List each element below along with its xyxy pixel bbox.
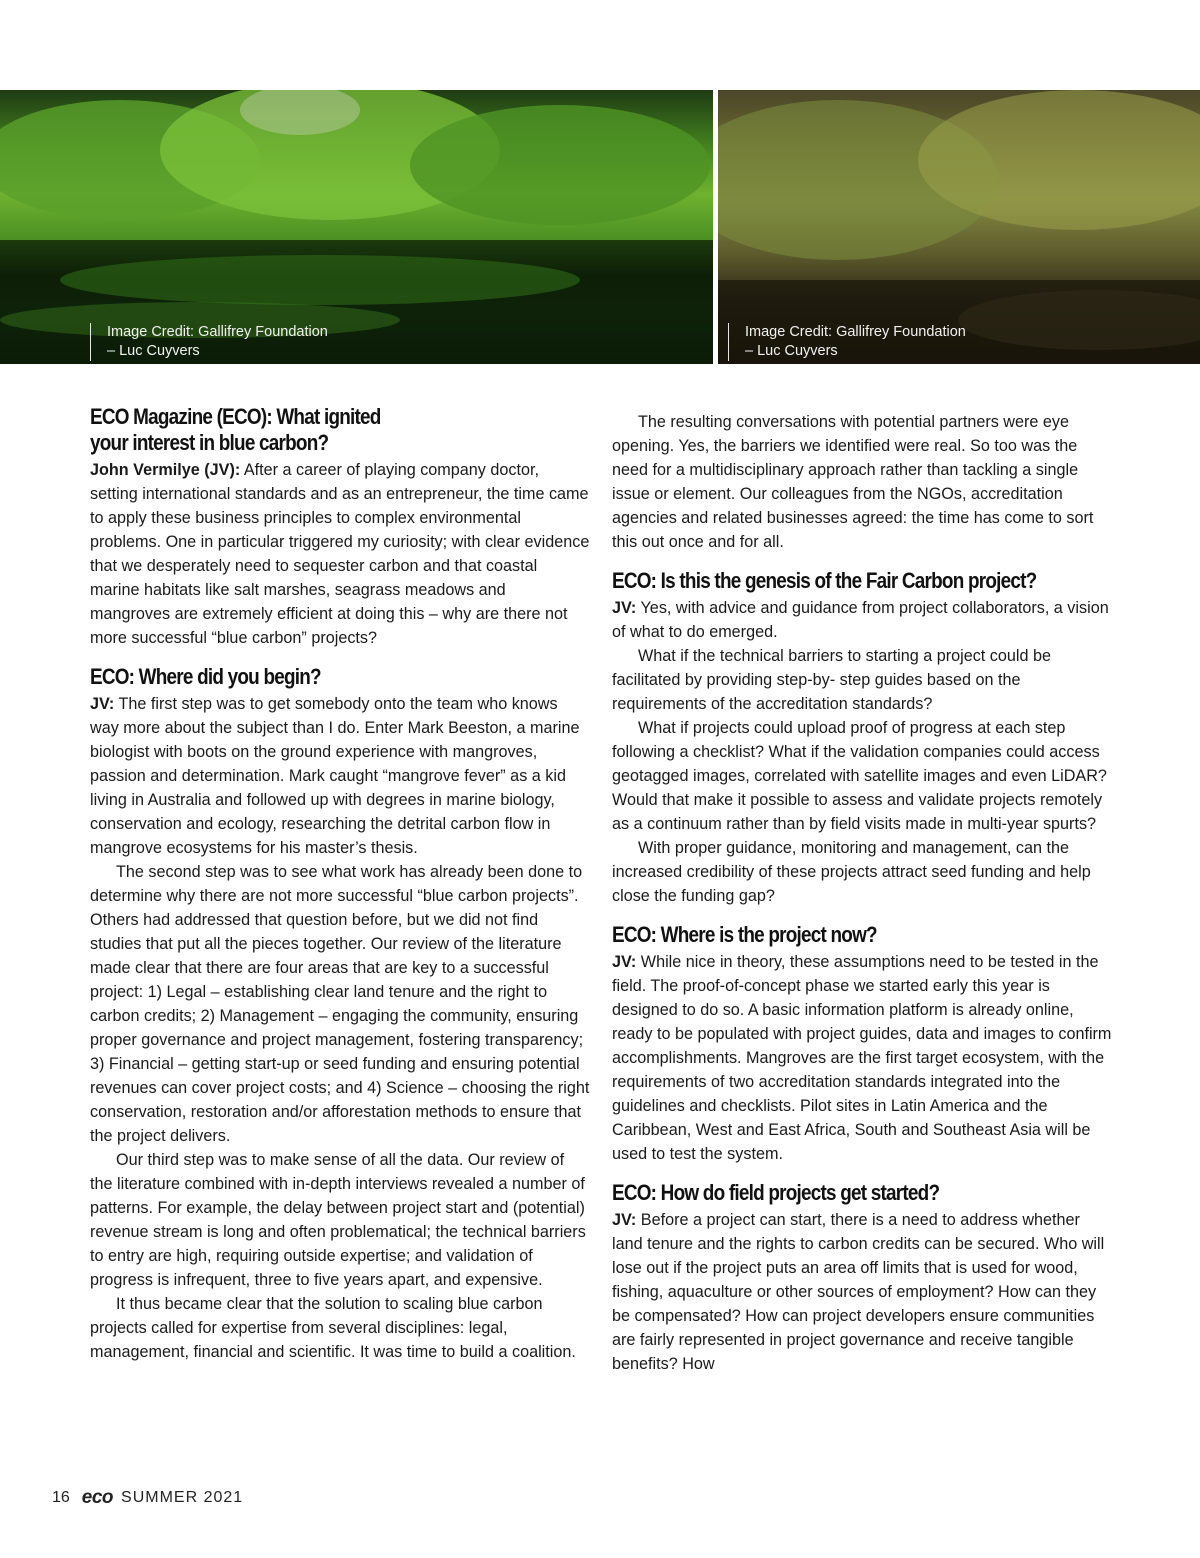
speaker-label: John Vermilye (JV):: [90, 461, 241, 479]
body-paragraph: With proper guidance, monitoring and management, can the increased credibility of these projects attract seed funding and help close the funding gap?: [612, 839, 1091, 905]
credit-line: – Luc Cuyvers: [107, 343, 200, 359]
speaker-label: JV:: [612, 599, 637, 617]
question-heading: ECO: Where did you begin?: [90, 664, 321, 689]
credit-line: Image Credit: Gallifrey Foundation: [745, 324, 966, 340]
question-heading: ECO: Is this the genesis of the Fair Carbon project?: [612, 568, 1037, 593]
question-block: [90, 404, 590, 456]
question-block: [612, 568, 1112, 594]
image-credit-right: [728, 323, 966, 361]
body-paragraph: What if the technical barriers to starting a project could be facilitated by providing step-by- step guides based on the requirements of the accreditation standards?: [612, 647, 1051, 713]
question-heading: ECO: Where is the project now?: [612, 922, 877, 947]
question-block: [90, 664, 590, 690]
page-footer: [52, 1488, 243, 1508]
speaker-label: JV:: [612, 1211, 637, 1229]
body-paragraph: What if projects could upload proof of progress at each step following a checklist? What if the validation companies could access geotagged images, correlated with satellite images and even LiDAR? Would that make it possible to assess and validate projects remotely as a continuum rather than by field visits made in multi-year spurts?: [612, 719, 1107, 833]
answer-paragraph: JV: While nice in theory, these assumptions need to be tested in the field. The proof-of-concept phase we started early this year is designed to do so. A basic information platform is already online, ready to be populated with project guides, data and images to confirm accomplishments. Mangroves are the first target ecosystem, with the requirements of two accreditation standards integrated into the guidelines and checklists. Pilot sites in Latin America and the Caribbean, West and East Africa, South and Southeast Asia will be used to test the system.: [612, 953, 1112, 1163]
question-block: [612, 1180, 1112, 1206]
eco-logo: eco: [81, 1487, 114, 1508]
question-heading: ECO Magazine (ECO): What ignited your interest in blue carbon?: [90, 404, 381, 455]
answer-paragraph: JV: Before a project can start, there is a need to address whether land tenure and the rights to carbon credits can be secured. Who will lose out if the project puts an area off limits that is used for wood, fishing, aquaculture or other sources of employment? How can they be compensated? How can project developers ensure communities are fairly represented in project governance and receive tangible benefits? How: [612, 1211, 1105, 1373]
credit-line: Image Credit: Gallifrey Foundation: [107, 324, 328, 340]
question-heading: ECO: How do field projects get started?: [612, 1180, 940, 1205]
image-credit-left: [90, 323, 328, 361]
credit-line: – Luc Cuyvers: [745, 343, 838, 359]
answer-paragraph: John Vermilye (JV): After a career of playing company doctor, setting international standards and as an entrepreneur, the time came to apply these business principles to complex environmental problems. One in particular triggered my curiosity; with clear evidence that we desperately need to sequester carbon and that coastal marine habitats like salt marshes, seagrass meadows and mangroves are extremely efficient at doing this – why are there not more successful “blue carbon” projects?: [90, 461, 590, 647]
page-number: 16: [52, 1489, 70, 1506]
speaker-label: JV:: [612, 953, 637, 971]
body-paragraph: The resulting conversations with potential partners were eye opening. Yes, the barriers we identified were real. So too was the need for a multidisciplinary approach rather than tackling a single issue or element. Our colleagues from the NGOs, accreditation agencies and related businesses agreed: the time has come to sort this out once and for all.: [612, 413, 1094, 551]
left-column: [90, 404, 590, 1364]
right-column: [612, 404, 1112, 1376]
body-paragraph: It thus became clear that the solution to scaling blue carbon projects called for expertise from several disciplines: legal, management, financial and scientific. It was time to build a coalition.: [90, 1295, 576, 1361]
issue-label: SUMMER 2021: [121, 1489, 244, 1506]
mangrove-photo-right: [718, 90, 1200, 364]
speaker-label: JV:: [90, 695, 115, 713]
answer-paragraph: JV: Yes, with advice and guidance from project collaborators, a vision of what to do emerged.: [612, 599, 1109, 641]
body-paragraph: The second step was to see what work has already been done to determine why there are not more successful “blue carbon projects”. Others had addressed that question before, but we did not find studies that put all the pieces together. Our review of the literature made clear that there are four areas that are key to a successful project: 1) Legal – establishing clear land tenure and the right to carbon credits; 2) Management – engaging the community, ensuring proper governance and project management, fostering transparency; 3) Financial – getting start-up or seed funding and ensuring potential revenues can cover project costs; and 4) Science – choosing the right conservation, restoration and/or afforestation methods to ensure that the project delivers.: [90, 863, 590, 1145]
question-block: [612, 922, 1112, 948]
mangrove-photo-left: [0, 90, 713, 364]
answer-paragraph: JV: The first step was to get somebody onto the team who knows way more about the subject than I do. Enter Mark Beeston, a marine biologist with boots on the ground experience with mangroves, passion and determination. Mark caught “mangrove fever” as a kid living in Australia and followed up with degrees in marine biology, conservation and ecology, researching the detrital carbon flow in mangrove ecosystems for his master’s thesis.: [90, 695, 580, 857]
body-paragraph: Our third step was to make sense of all the data. Our review of the literature combined with in-depth interviews revealed a number of patterns. For example, the delay between project start and (potential) revenue stream is long and often problematical; the technical barriers to entry are high, requiring outside expertise; and validation of progress is infrequent, three to five years apart, and expensive.: [90, 1151, 586, 1289]
